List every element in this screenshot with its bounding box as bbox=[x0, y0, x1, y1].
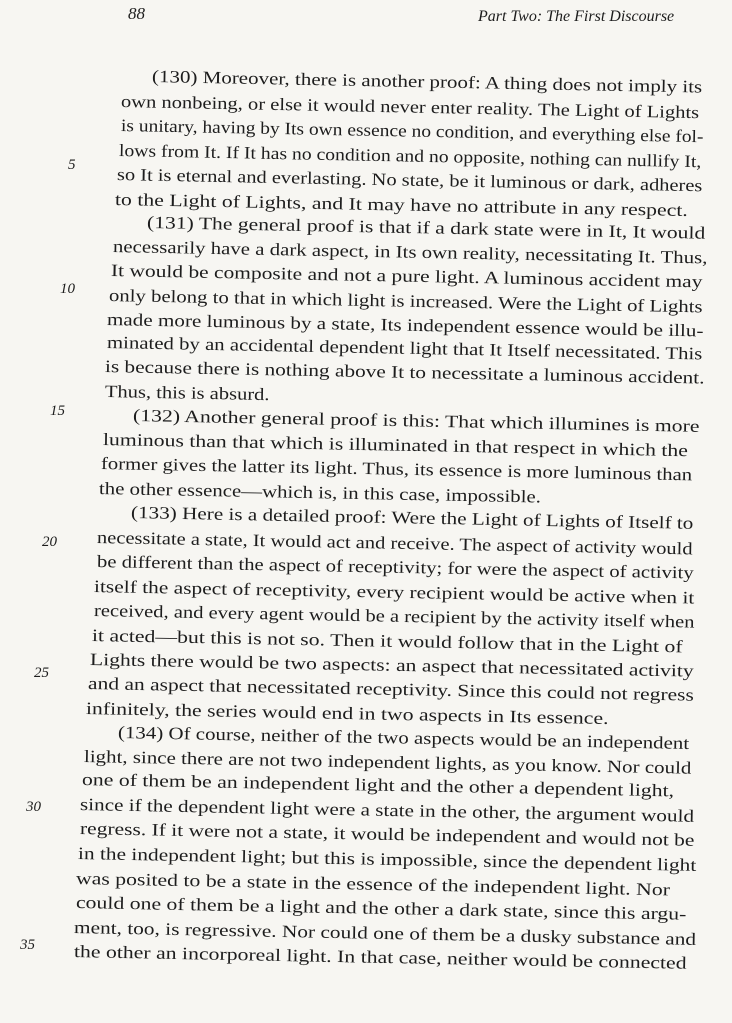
text-line: former gives the latter its light. Thus, its essence is more luminous than bbox=[100, 453, 693, 485]
text-line: infinitely, the series would end in two aspects in Its essence. bbox=[85, 698, 609, 729]
text-line: the other an incorporeal light. In that case, neither would be connected bbox=[73, 941, 687, 973]
text-line: necessitate a state, It would act and receive. The aspect of activity would bbox=[96, 527, 693, 559]
text-line: and an aspect that necessitated receptivity. Since this could not regress bbox=[87, 673, 695, 705]
line-number: 35 bbox=[20, 937, 35, 953]
line-number: 25 bbox=[34, 665, 49, 681]
text-line: so It is eternal and everlasting. No state, be it luminous or dark, adheres bbox=[116, 164, 703, 196]
text-line: itself the aspect of receptivity, every recipient would be active when it bbox=[93, 576, 695, 608]
text-line: made more luminous by a state, Its independent essence would be illu- bbox=[106, 309, 704, 341]
line-number: 5 bbox=[68, 157, 76, 173]
text-line: it acted—but this is not so. Then it would follow that in the Light of bbox=[91, 625, 683, 657]
text-line: in the independent light; but this is impossible, since the dependent light bbox=[77, 843, 697, 875]
text-line: It would be composite and not a pure light. A luminous accident may bbox=[110, 260, 703, 292]
text-line: one of them be an independent light and the other a dependent light, bbox=[81, 769, 675, 801]
text-line: (134) Of course, neither of the two aspects would be an independent bbox=[117, 722, 690, 753]
text-line: only belong to that in which light is increased. Were the Light of Lights bbox=[108, 285, 703, 317]
text-line: is because there is nothing above It to necessitate a luminous accident. bbox=[104, 356, 705, 388]
text-line: regress. If it were not a state, it would be independent and would not be bbox=[79, 818, 695, 850]
text-line: lows from It. If It has no condition and no opposite, nothing can nullify It, bbox=[118, 140, 702, 172]
line-number: 30 bbox=[26, 799, 41, 815]
text-line: Thus, this is absurd. bbox=[104, 381, 270, 405]
text-line: (132) Another general proof is this: That which illumines is more bbox=[132, 405, 700, 436]
text-line: (130) Moreover, there is another proof: A thing does not imply its bbox=[151, 66, 703, 97]
text-line: since if the dependent light were a state in the other, the argument would bbox=[79, 794, 695, 826]
text-line: necessarily have a dark aspect, in Its own reality, necessitating It. Thus, bbox=[112, 236, 708, 268]
line-number: 10 bbox=[60, 281, 75, 297]
text-line: be different than the aspect of receptivity; for were the aspect of activity bbox=[96, 551, 694, 583]
line-number: 15 bbox=[50, 403, 65, 419]
text-line: own nonbeing, or else it would never enter reality. The Light of Lights bbox=[120, 91, 700, 123]
page-number: 88 bbox=[128, 4, 145, 23]
text-line: to the Light of Lights, and It may have no attribute in any respect. bbox=[114, 189, 689, 220]
text-line: (131) The general proof is that if a dark state were in It, It would bbox=[146, 212, 706, 243]
text-line: luminous than that which is illuminated in that respect in which the bbox=[102, 429, 689, 461]
text-line: light, since there are not two independent lights, as you know. Nor could bbox=[83, 746, 692, 778]
text-line: ment, too, is regressive. Nor could one of them be a dusky substance and bbox=[73, 917, 697, 949]
text-line: the other essence—which is, in this case, impossible. bbox=[98, 478, 542, 507]
text-line: was posited to be a state in the essence of the independent light. Nor bbox=[75, 868, 671, 900]
text-line: could one of them be a light and the other a dark state, since this argu- bbox=[75, 892, 687, 924]
line-number: 20 bbox=[42, 534, 57, 550]
text-line: (133) Here is a detailed proof: Were the Light of Lights of Itself to bbox=[130, 502, 694, 533]
text-line: is unitary, having by Its own essence no condition, and everything else fol- bbox=[120, 115, 704, 147]
text-line: received, and every agent would be a recipient by the activity itself when bbox=[93, 600, 695, 632]
text-line: Lights there would be two aspects: an aspect that necessitated activity bbox=[89, 649, 694, 681]
text-line: minated by an accidental dependent light that It Itself necessitated. This bbox=[106, 332, 703, 364]
running-head: Part Two: The First Discourse bbox=[478, 8, 675, 25]
